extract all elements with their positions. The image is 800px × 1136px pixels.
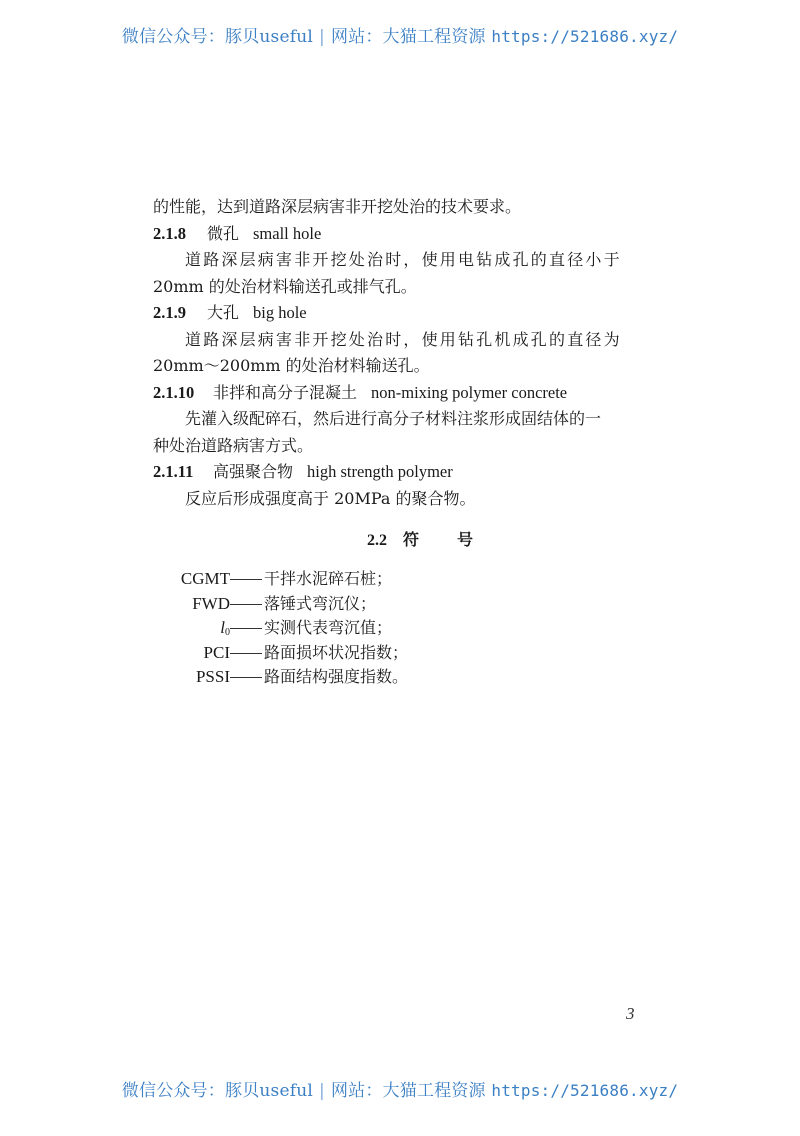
term-heading xyxy=(153,459,663,486)
symbol-row xyxy=(150,665,408,690)
term-2-1-11 xyxy=(153,459,663,512)
term-number: 2.1.9 xyxy=(153,303,186,322)
dash-divider xyxy=(230,677,262,678)
dash-divider xyxy=(230,628,262,629)
continuation-line: 的性能，达到道路深层病害非开挖处治的技术要求。 xyxy=(153,197,522,216)
term-english: big hole xyxy=(253,303,307,322)
term-heading xyxy=(153,221,663,248)
symbol-row xyxy=(150,567,408,592)
symbol-key: FWD xyxy=(192,593,230,613)
symbol-key: CGMT xyxy=(180,569,230,588)
dash-divider xyxy=(230,579,262,580)
watermark-site: 网站：大猫工程资源 xyxy=(330,1081,486,1101)
symbol-description: 落锤式弯沉仪； xyxy=(264,593,377,613)
symbol-description: 路面损坏状况指数； xyxy=(264,642,409,662)
term-chinese: 高强聚合物 xyxy=(213,462,294,481)
symbol-key: PSSI xyxy=(195,667,230,686)
watermark-url: https://521686.xyz/ xyxy=(491,1081,679,1100)
section-title-char: 号 xyxy=(457,530,474,549)
symbol-key xyxy=(150,616,230,641)
watermark-url: https://521686.xyz/ xyxy=(491,27,679,46)
term-definition: 先灌入级配碎石，然后进行高分子材料注浆形成固结体的一 xyxy=(185,409,602,428)
term-english: high strength polymer xyxy=(307,462,453,481)
symbol-key-italic: l xyxy=(220,618,225,637)
symbol-description: 实测代表弯沉值； xyxy=(264,618,393,637)
symbol-row xyxy=(150,641,408,666)
section-title-char: 符 xyxy=(402,530,419,549)
watermark-site: 网站：大猫工程资源 xyxy=(330,27,486,47)
symbol-row xyxy=(150,616,408,641)
section-number: 2.2 xyxy=(366,532,387,549)
dash-divider xyxy=(230,604,262,605)
term-definition: 道路深层病害非开挖处治时，使用钻孔机成孔的直径为 xyxy=(185,329,622,349)
symbol-row xyxy=(150,592,408,617)
term-definition: 道路深层病害非开挖处治时，使用电钻成孔的直径小于 xyxy=(185,250,622,269)
term-2-1-10 xyxy=(153,380,663,460)
term-definition: 20mm～200mm 的处治材料输送孔。 xyxy=(153,356,430,375)
symbol-description: 干拌水泥碎石桩； xyxy=(264,569,393,588)
section-heading xyxy=(0,527,800,550)
symbol-description: 路面结构强度指数。 xyxy=(264,667,409,686)
watermark-wechat: 微信公众号：豚贝useful xyxy=(121,1081,314,1101)
term-definition: 种处治道路病害方式。 xyxy=(153,435,314,455)
term-number: 2.1.10 xyxy=(153,382,195,402)
term-chinese: 非拌和高分子混凝土 xyxy=(213,382,358,402)
term-number: 2.1.11 xyxy=(153,462,194,481)
watermark-separator: | xyxy=(319,27,325,47)
page-number: 3 xyxy=(626,1004,635,1023)
term-2-1-8 xyxy=(153,221,663,301)
watermark-separator: | xyxy=(319,1081,325,1101)
document-body xyxy=(153,194,663,512)
term-2-1-9 xyxy=(153,300,663,380)
term-heading xyxy=(153,300,663,327)
term-heading xyxy=(153,380,663,407)
watermark-header xyxy=(0,22,800,47)
term-english: non-mixing polymer concrete xyxy=(371,382,568,402)
term-definition: 20mm 的处治材料输送孔或排气孔。 xyxy=(153,276,417,296)
term-definition: 反应后形成强度高于 20MPa 的聚合物。 xyxy=(185,488,476,508)
term-chinese: 大孔 xyxy=(207,303,240,322)
symbols-list xyxy=(150,567,408,690)
symbol-key: PCI xyxy=(203,642,230,662)
watermark-wechat: 微信公众号：豚贝useful xyxy=(121,27,314,47)
term-chinese: 微孔 xyxy=(207,223,240,243)
term-number: 2.1.8 xyxy=(153,223,186,243)
watermark-footer xyxy=(0,1076,800,1101)
dash-divider xyxy=(230,653,262,654)
symbol-key-subscript: 0 xyxy=(225,627,230,638)
term-english: small hole xyxy=(253,223,322,243)
